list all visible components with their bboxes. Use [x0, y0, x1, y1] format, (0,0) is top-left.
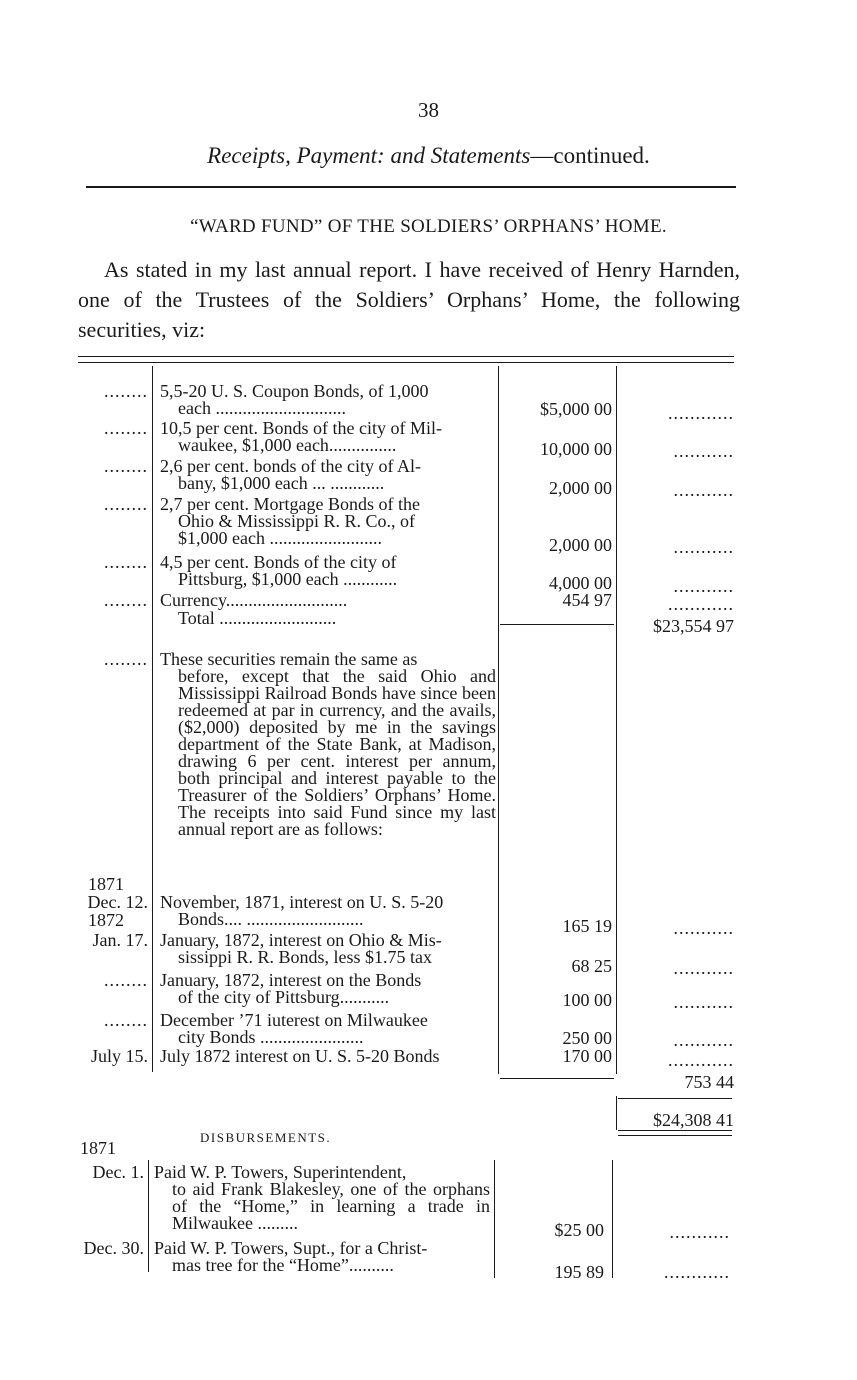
row-right-leader: ...........	[673, 482, 734, 499]
grand-total-top-rule	[618, 1098, 732, 1099]
row-date: Jan. 17.	[92, 930, 148, 950]
note-rest: before, except that the said Ohio and Mississippi Railroad Bonds have since been redeemed at par in currency, and the avails, ($2,000) deposited by me in the savings department of the State Bank, at Madison, drawing 6 per cent. interest per annum, both principal and interest payable to the Treasurer of the Soldiers’ Orphans’ Home. The receipts into said Fund since my last annual report are as follows:	[178, 666, 496, 839]
disbursements-heading: DISBURSEMENTS.	[200, 1130, 332, 1145]
row-description	[160, 383, 498, 417]
row-amount: $25 00	[554, 1220, 604, 1240]
desc-line: Ohio & Mississippi R. R. Co., of	[178, 511, 416, 531]
desc-line: Pittsburg, $1,000 each ............	[178, 569, 398, 589]
desc-line: 2,6 per cent. bonds of the city of Al-	[160, 456, 421, 476]
row-leader: ........	[104, 590, 148, 610]
total-label	[160, 610, 498, 627]
desc-line: Bonds.... ..........................	[178, 909, 364, 929]
row-description	[160, 972, 498, 1006]
row-description	[154, 1240, 490, 1274]
row-amount: 10,000 00	[540, 439, 612, 459]
row-date: July 15.	[90, 1046, 148, 1066]
row-description	[160, 932, 498, 966]
row-description	[160, 458, 498, 492]
row-amount: 4,000 00	[549, 573, 612, 593]
running-head-plain: —continued.	[530, 143, 650, 168]
desc-line: bany, $1,000 each ... ............	[178, 473, 385, 493]
row-description	[160, 894, 498, 928]
desc-line: November, 1871, interest on U. S. 5-20	[160, 892, 444, 912]
row-amount: 170 00	[562, 1046, 612, 1066]
row-right-leader: ............	[664, 1264, 730, 1281]
grand-total: $24,308 41	[653, 1112, 734, 1129]
row-date: Dec. 12.	[87, 892, 148, 912]
row-leader: ........	[104, 494, 148, 514]
row-right-leader: ...........	[669, 1224, 730, 1241]
desc-line: December ’71 iuterest on Milwaukee	[160, 1010, 428, 1030]
row-right-leader: ...........	[673, 994, 734, 1011]
row-description	[160, 1048, 498, 1065]
row-amount: 165 19	[562, 916, 612, 936]
grand-total-rule-2	[618, 1135, 732, 1136]
column-line-amount-lower-2	[612, 1160, 613, 1278]
row-amount: 195 89	[554, 1262, 604, 1282]
row-amount: $5,000 00	[540, 399, 612, 419]
row-description	[160, 420, 498, 454]
row-leader: ........	[104, 381, 148, 401]
desc-line: 10,5 per cent. Bonds of the city of Mil-	[160, 418, 442, 438]
row-leader: ........	[104, 649, 148, 669]
row-right-leader: ............	[668, 405, 734, 422]
desc-line: 4,5 per cent. Bonds of the city of	[160, 552, 397, 572]
running-head-italic: Receipts, Payment: and Statements	[207, 143, 531, 168]
desc-line: city Bonds .......................	[178, 1027, 364, 1047]
row-amount: 2,000 00	[549, 478, 612, 498]
row-right-leader: ...........	[673, 578, 734, 595]
row-date: ........	[104, 1010, 148, 1030]
row-amount: 100 00	[562, 990, 612, 1010]
row-leader: ........	[104, 552, 148, 572]
desc-line: January, 1872, interest on Ohio & Mis-	[160, 930, 442, 950]
row-date: Dec. 1.	[92, 1162, 144, 1182]
row-right-leader: ...........	[673, 443, 734, 460]
year-1871: 1871	[88, 874, 124, 894]
desc-line: July 1872 interest on U. S. 5-20 Bonds	[160, 1046, 440, 1066]
row-amount: 68 25	[571, 956, 612, 976]
disb-year: 1871	[80, 1138, 116, 1158]
row-leader: ........	[104, 418, 148, 438]
row-description	[160, 496, 498, 547]
total-label-text: Total ..........................	[178, 608, 337, 628]
section-heading: “WARD FUND” OF THE SOLDIERS’ ORPHANS’ HOME.	[190, 216, 667, 237]
row-description	[154, 1164, 490, 1232]
row-right-leader: ............	[668, 596, 734, 613]
desc-line: of the city of Pittsburg...........	[178, 987, 390, 1007]
column-line-date-lower	[148, 1160, 149, 1272]
total-amount: $23,554 97	[653, 618, 734, 635]
row-description	[160, 592, 498, 609]
desc-line: 5,5-20 U. S. Coupon Bonds, of 1,000	[160, 381, 429, 401]
row-right-leader: ...........	[673, 920, 734, 937]
desc-line: 2,7 per cent. Mortgage Bonds of the	[160, 494, 420, 514]
row-right-leader: ............	[668, 1052, 734, 1069]
year-1872: 1872	[88, 910, 124, 930]
note-first-line: These securities remain the same as	[160, 649, 418, 669]
desc-line: waukee, $1,000 each...............	[178, 435, 397, 455]
running-head	[0, 143, 857, 169]
grand-total-rule-1	[618, 1130, 732, 1131]
row-amount: 250 00	[562, 1028, 612, 1048]
desc-line: each .............................	[178, 398, 346, 418]
row-amount: 454 97	[562, 590, 612, 610]
desc-line: $1,000 each .........................	[178, 528, 382, 548]
receipts-rule	[500, 1078, 614, 1079]
row-date: Dec. 30.	[83, 1238, 144, 1258]
desc-line: Currency...........................	[160, 590, 348, 610]
desc-line: January, 1872, interest on the Bonds	[160, 970, 422, 990]
desc-line: Paid W. P. Towers, Superintendent,	[154, 1162, 407, 1182]
row-leader: ........	[104, 456, 148, 476]
row-right-leader: ...........	[673, 1032, 734, 1049]
page-number: 38	[418, 98, 439, 122]
row-description	[160, 1012, 498, 1046]
desc-line: mas tree for the “Home”..........	[172, 1255, 394, 1275]
subtotal-rule	[500, 624, 614, 625]
column-line-desc-lower	[494, 1160, 495, 1278]
intro-text: As stated in my last annual report. I have received of Henry Harnden, one of the Trustees of the Soldiers’ Orphans’ Home, the following securities, viz:	[78, 257, 740, 342]
receipts-total: 753 44	[684, 1074, 734, 1091]
note-paragraph	[160, 651, 496, 838]
desc-line: Paid W. P. Towers, Supt., for a Christ-	[154, 1238, 428, 1258]
intro-paragraph	[78, 255, 740, 345]
row-right-leader: ...........	[673, 960, 734, 977]
desc-line: to aid Frank Blakesley, one of the orphans of the “Home,” in learning a trade in Milwaukee .........	[172, 1179, 490, 1233]
table-top-rule	[78, 356, 734, 357]
desc-line: sissippi R. R. Bonds, less $1.75 tax	[178, 947, 433, 967]
row-description	[160, 554, 498, 588]
table-top-rule-2	[78, 362, 734, 363]
row-amount: 2,000 00	[549, 535, 612, 555]
row-date: ........	[104, 970, 148, 990]
header-rule	[86, 186, 736, 188]
row-right-leader: ...........	[673, 539, 734, 556]
column-line-date	[152, 366, 153, 1072]
